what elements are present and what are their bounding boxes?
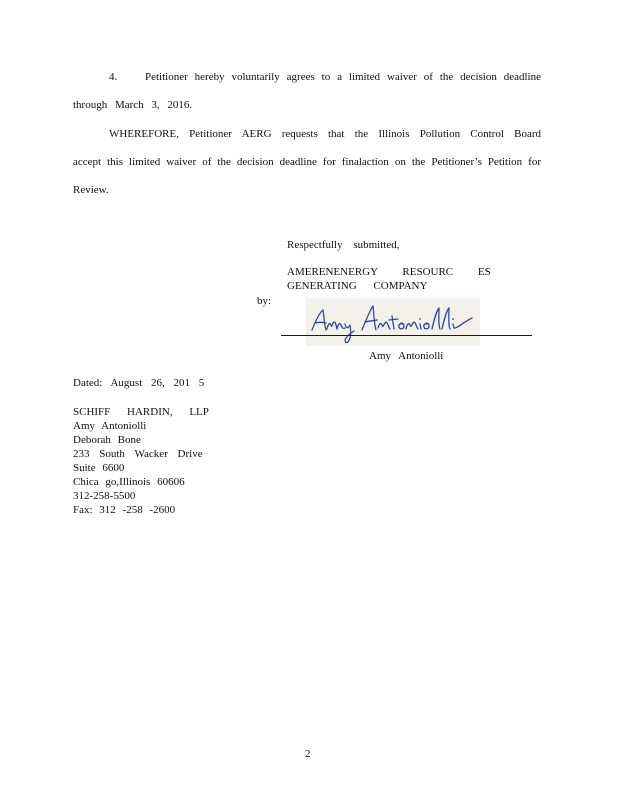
company-name-line-2: GENERATING COMPANY xyxy=(287,280,428,292)
dated-line: Dated: August 26, 201 5 xyxy=(73,377,205,389)
respectfully-submitted: Respectfully submitted, xyxy=(287,239,400,251)
city-state-zip: Chica go,Illinois 60606 xyxy=(73,476,185,488)
signer-name: Amy Antoniolli xyxy=(369,350,444,362)
signature-image xyxy=(306,298,480,346)
by-label: by: xyxy=(257,295,272,307)
street-address: 233 South Wacker Drive xyxy=(73,448,203,460)
fax: Fax: 312 -258 -2600 xyxy=(73,504,176,516)
suite: Suite 6600 xyxy=(73,462,125,474)
company-name-line-1: AMERENENERGY RESOURC ES xyxy=(287,266,491,278)
wherefore-line-1: WHEREFORE, Petitioner AERG requests that the Illinois Pollution Control Board xyxy=(109,128,541,140)
paragraph-number: 4. xyxy=(109,71,118,83)
signature-drawing xyxy=(306,298,480,346)
attorney-name-1: Amy Antoniolli xyxy=(73,420,147,432)
firm-name: SCHIFF HARDIN, LLP xyxy=(73,406,209,418)
page-number: 2 xyxy=(305,748,311,760)
attorney-name-2: Deborah Bone xyxy=(73,434,141,446)
wherefore-line-2: accept this limited waiver of the decision deadline for finalaction on the Petitioner’s Petition for xyxy=(73,156,541,168)
signature-line xyxy=(281,335,532,336)
paragraph-4-line-1: Petitioner hereby voluntarily agrees to a limited waiver of the decision deadline xyxy=(145,71,541,83)
wherefore-line-3: Review. xyxy=(73,184,109,196)
paragraph-4-line-2: through March 3, 2016. xyxy=(73,99,193,111)
phone: 312-258-5500 xyxy=(73,490,136,502)
